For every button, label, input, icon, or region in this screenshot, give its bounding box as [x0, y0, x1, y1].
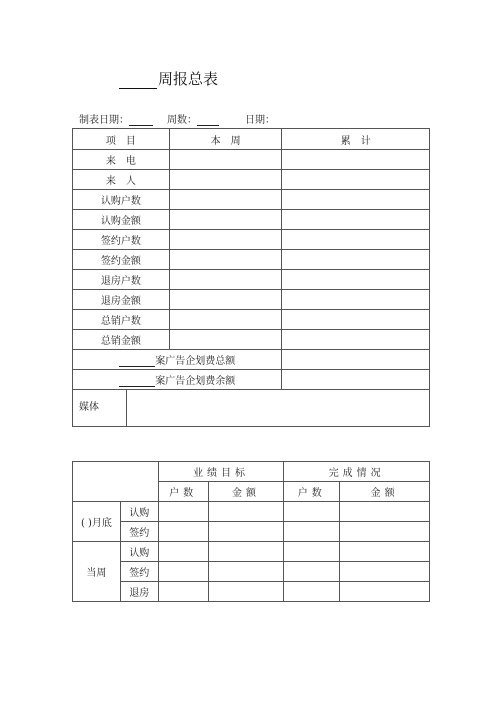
row-label: 认购: [120, 502, 158, 522]
cell-cumulative[interactable]: [282, 270, 430, 290]
cell[interactable]: [284, 542, 340, 562]
table-row: [73, 582, 430, 602]
header-completion-status: 完成情况: [284, 462, 430, 482]
cell[interactable]: [284, 582, 340, 602]
cell-this-week[interactable]: [169, 170, 282, 190]
cell[interactable]: [158, 562, 208, 582]
cell-ad-total[interactable]: [282, 350, 430, 370]
cell-this-week[interactable]: [169, 210, 282, 230]
cell[interactable]: [208, 502, 284, 522]
group-header-row: [73, 462, 430, 482]
cell[interactable]: [284, 562, 340, 582]
row-label: 签约户数: [73, 230, 170, 250]
table-row: [73, 270, 430, 290]
cell[interactable]: [208, 582, 284, 602]
row-label: 认购金额: [73, 210, 170, 230]
row-label: 来 电: [73, 150, 170, 170]
row-label: 签约: [120, 562, 158, 582]
row-label: 总销户数: [73, 310, 170, 330]
header-item: 项 目: [73, 129, 170, 150]
cell-cumulative[interactable]: [282, 150, 430, 170]
cell-this-week[interactable]: [169, 230, 282, 250]
cell-this-week[interactable]: [169, 310, 282, 330]
ad-total-blank[interactable]: [119, 357, 155, 367]
table-header-row: [73, 129, 430, 150]
cell[interactable]: [158, 542, 208, 562]
row-label: 总销金额: [73, 330, 170, 350]
table-row: [73, 250, 430, 270]
cell[interactable]: [340, 502, 430, 522]
cell-cumulative[interactable]: [282, 310, 430, 330]
cell-cumulative[interactable]: [282, 330, 430, 350]
cell[interactable]: [284, 502, 340, 522]
target-completion-table: [72, 461, 430, 602]
header-households: 户数: [158, 482, 208, 502]
header-amount: 金额: [340, 482, 430, 502]
ad-total-row: [73, 350, 430, 370]
cell[interactable]: [340, 542, 430, 562]
cell[interactable]: [158, 522, 208, 542]
table-row: [73, 542, 430, 562]
made-date-blank[interactable]: [129, 116, 153, 126]
table-row: [73, 170, 430, 190]
row-label: 认购: [120, 542, 158, 562]
cell-this-week[interactable]: [169, 150, 282, 170]
cell-cumulative[interactable]: [282, 290, 430, 310]
table-row: [73, 210, 430, 230]
table-row: [73, 522, 430, 542]
ad-balance-blank[interactable]: [119, 377, 155, 387]
cell[interactable]: [208, 562, 284, 582]
cell[interactable]: [340, 562, 430, 582]
row-label: 认购户数: [73, 190, 170, 210]
table-row: [73, 310, 430, 330]
table-row: [73, 230, 430, 250]
cell[interactable]: [340, 522, 430, 542]
table-row: [73, 562, 430, 582]
table-row: [73, 150, 430, 170]
header-this-week: 本 周: [169, 129, 282, 150]
media-row: [73, 390, 430, 427]
cell[interactable]: [208, 542, 284, 562]
cell-this-week[interactable]: [169, 330, 282, 350]
date-field: 日期：: [245, 115, 275, 126]
header-performance-target: 业绩目标: [158, 462, 284, 482]
cell[interactable]: [158, 582, 208, 602]
row-label: 签约金额: [73, 250, 170, 270]
row-label: 退房: [120, 582, 158, 602]
media-input[interactable]: [127, 390, 429, 426]
ad-balance-row: [73, 370, 430, 390]
cell[interactable]: [340, 582, 430, 602]
week-number-blank[interactable]: [197, 116, 219, 126]
row-label: 签约: [120, 522, 158, 542]
header-cumulative: 累 计: [282, 129, 430, 150]
made-date-field: 制表日期：: [79, 111, 153, 126]
week-number-field: 周数：: [167, 111, 219, 126]
cell-cumulative[interactable]: [282, 170, 430, 190]
cell-ad-balance[interactable]: [282, 370, 430, 390]
cell-this-week[interactable]: [169, 250, 282, 270]
cell-cumulative[interactable]: [282, 210, 430, 230]
cell-cumulative[interactable]: [282, 250, 430, 270]
header-households: 户数: [284, 482, 340, 502]
cell-cumulative[interactable]: [282, 230, 430, 250]
ad-total-label: 案广告企划费总额: [73, 350, 282, 370]
table-row: [73, 190, 430, 210]
row-label: 来 人: [73, 170, 170, 190]
current-week-label: 当周: [73, 542, 121, 602]
media-cell: [73, 390, 429, 426]
cell-this-week[interactable]: [169, 290, 282, 310]
table-row: [73, 502, 430, 522]
cell[interactable]: [158, 502, 208, 522]
ad-balance-label: 案广告企划费余额: [73, 370, 282, 390]
month-end-label: ( )月底: [73, 502, 121, 542]
page-title: 周报总表: [119, 68, 218, 89]
cell-this-week[interactable]: [169, 190, 282, 210]
table-row: [73, 330, 430, 350]
title-blank: [119, 75, 157, 89]
media-label: 媒体: [73, 390, 127, 426]
weekly-summary-table: [72, 128, 430, 427]
cell-cumulative[interactable]: [282, 190, 430, 210]
cell[interactable]: [208, 522, 284, 542]
cell[interactable]: [284, 522, 340, 542]
row-label: 退房金额: [73, 290, 170, 310]
table-row: [73, 290, 430, 310]
row-label: 退房户数: [73, 270, 170, 290]
header-amount: 金额: [208, 482, 284, 502]
cell-this-week[interactable]: [169, 270, 282, 290]
corner-cell: [73, 462, 159, 502]
